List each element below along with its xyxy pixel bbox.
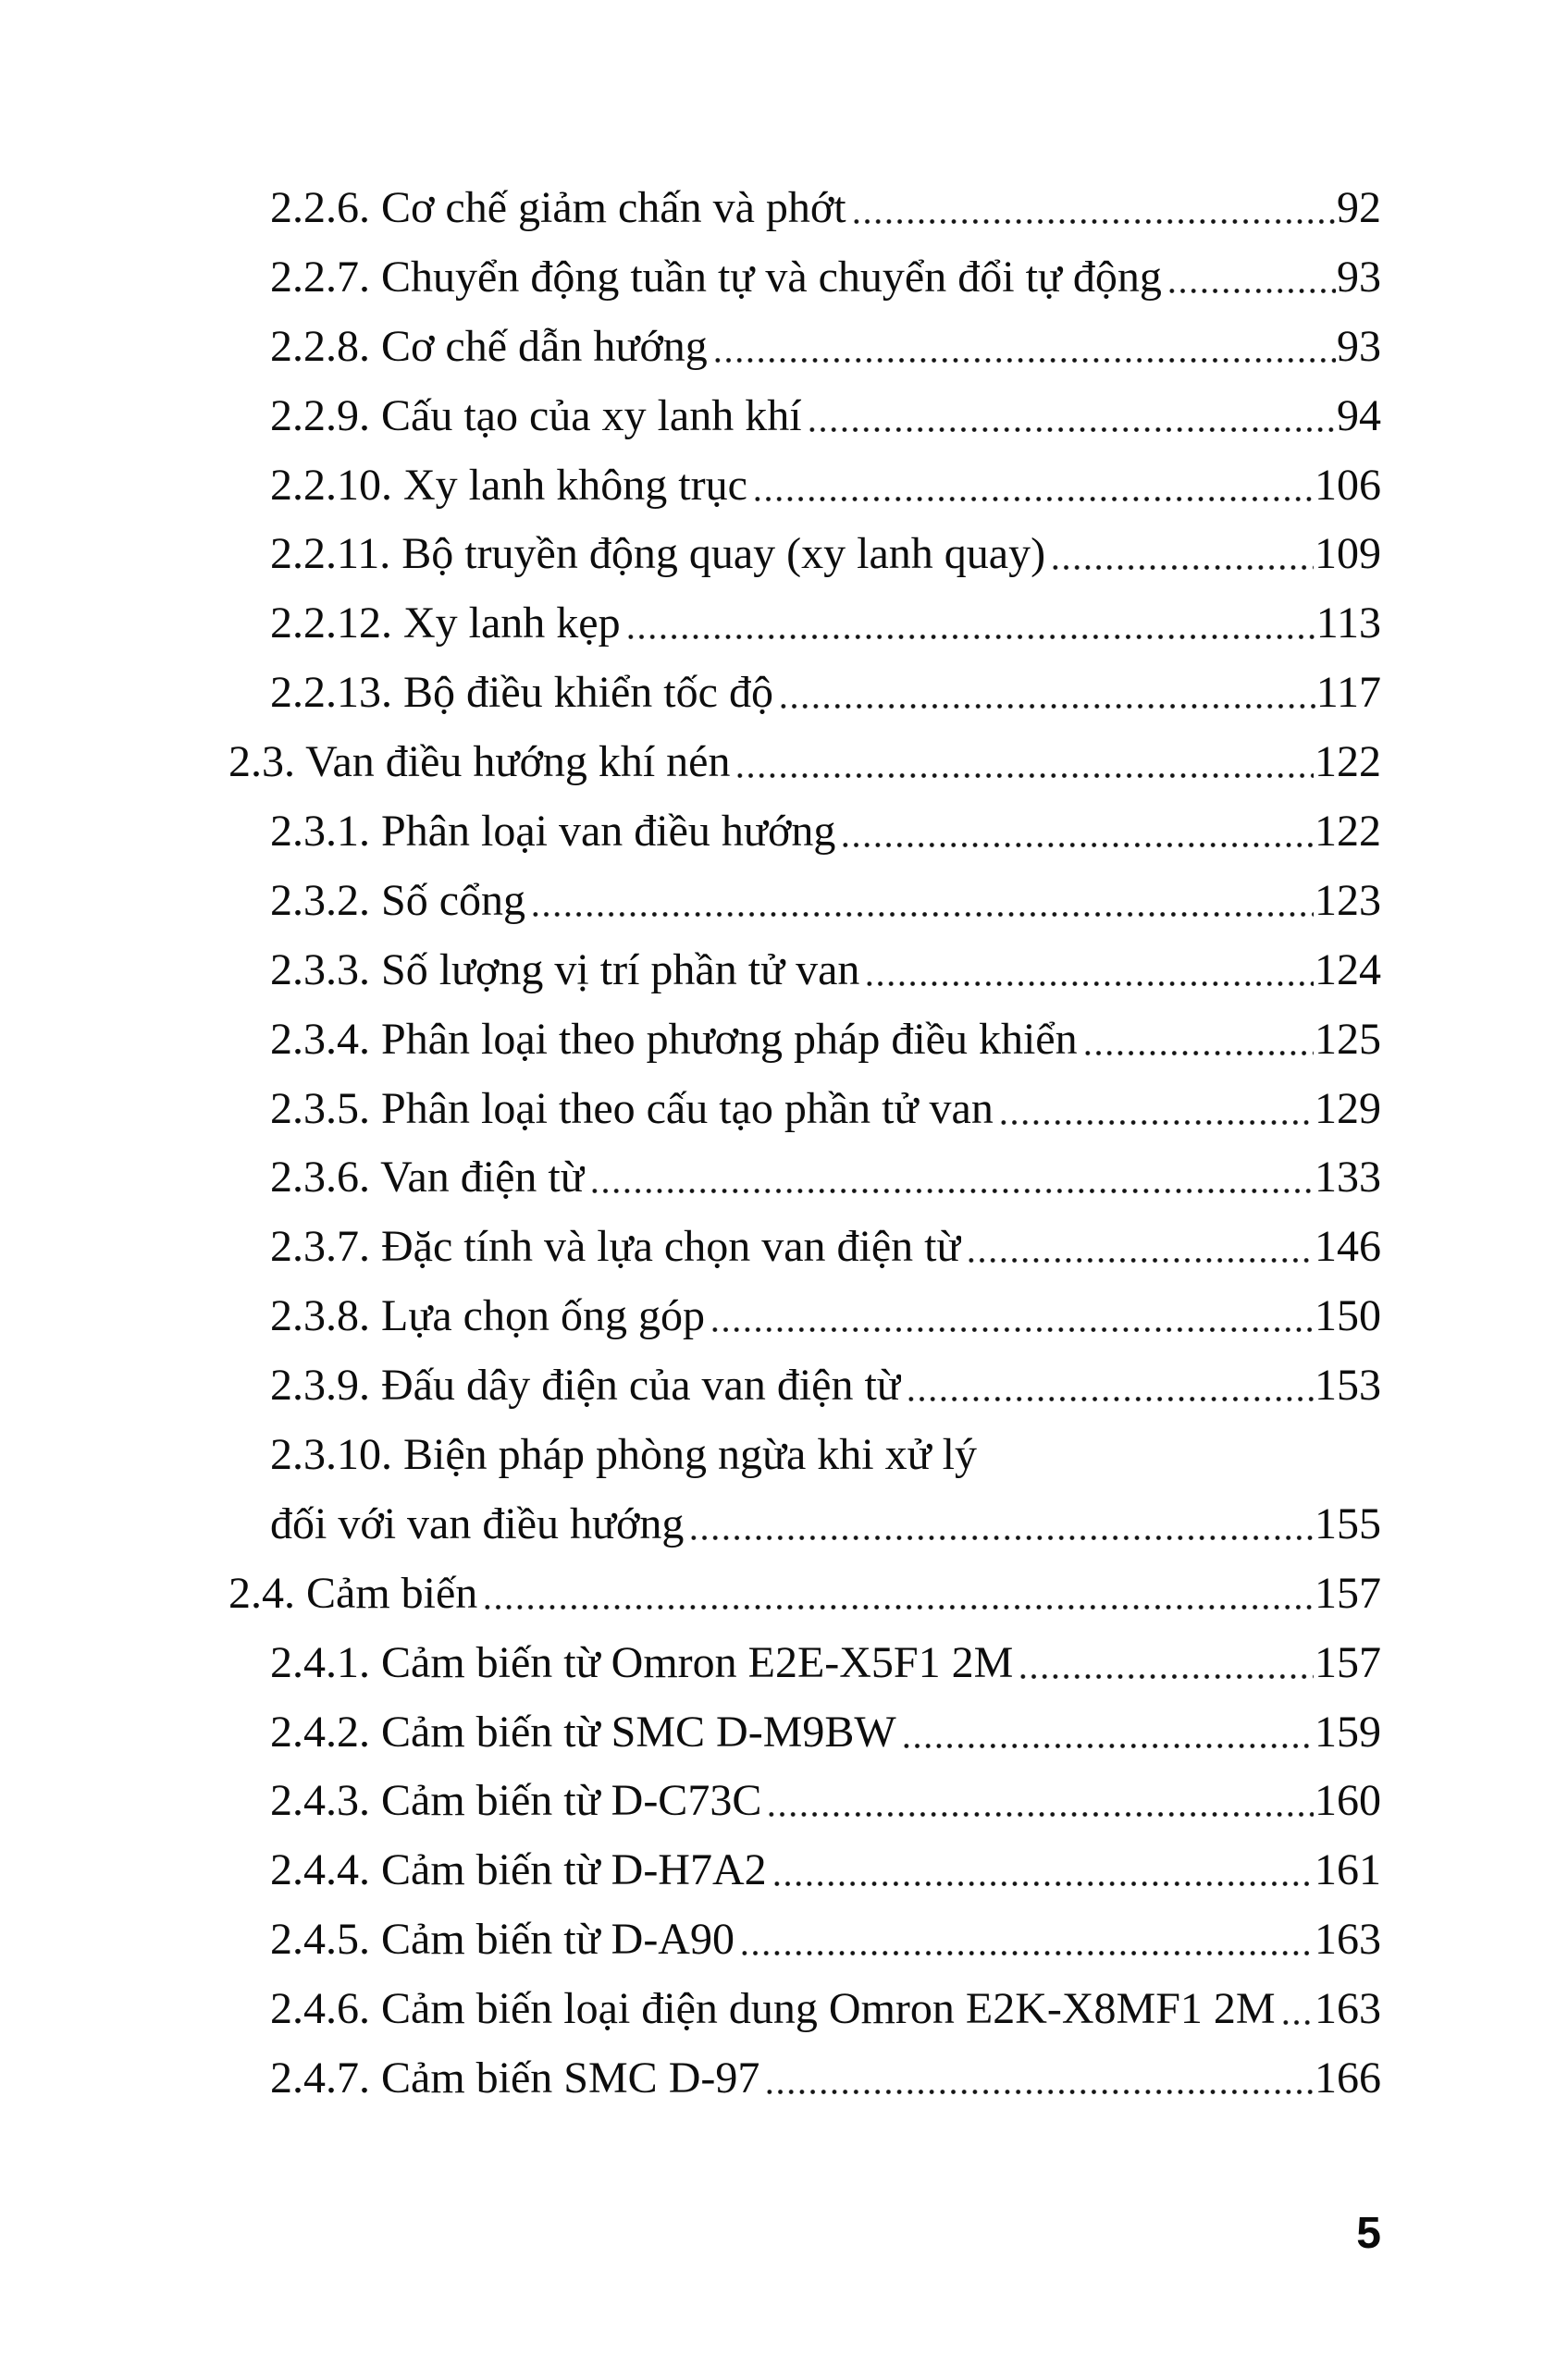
toc-entry-label: 2.3.9. Đấu dây điện của van điện từ xyxy=(270,1361,901,1411)
table-of-contents xyxy=(228,174,1381,2114)
toc-entry-label: 2.4.2. Cảm biến từ SMC D-M9BW xyxy=(270,1707,896,1757)
toc-entry-label: 2.2.6. Cơ chế giảm chấn và phớt xyxy=(270,183,846,232)
toc-entry-page: 123 xyxy=(1315,875,1381,925)
dot-leader xyxy=(587,1143,1314,1213)
dot-leader xyxy=(862,936,1314,1005)
dot-leader xyxy=(770,1836,1314,1906)
toc-entry-label: 2.3. Van điều hướng khí nén xyxy=(228,737,731,787)
toc-entry-page: 122 xyxy=(1315,737,1381,787)
dot-leader xyxy=(899,1698,1314,1768)
toc-entry xyxy=(228,1836,1381,1906)
toc-entry-label: 2.3.1. Phân loại van điều hướng xyxy=(270,807,836,857)
toc-entry-page: 109 xyxy=(1315,529,1381,579)
toc-entry xyxy=(228,1213,1381,1282)
toc-entry-page: 159 xyxy=(1315,1707,1381,1757)
dot-leader xyxy=(904,1351,1314,1421)
toc-entry xyxy=(228,659,1381,728)
toc-entry-label: 2.2.10. Xy lanh không trục xyxy=(270,460,747,510)
dot-leader xyxy=(838,797,1314,867)
dot-leader xyxy=(708,1282,1314,1351)
toc-entry xyxy=(228,589,1381,659)
toc-entry-label: 2.4.3. Cảm biến từ D-C73C xyxy=(270,1776,762,1826)
toc-entry-label: 2.3.7. Đặc tính và lựa chọn van điện từ xyxy=(270,1222,961,1272)
toc-entry-page: 92 xyxy=(1337,183,1381,232)
toc-entry xyxy=(228,451,1381,521)
toc-entry xyxy=(228,1906,1381,1975)
dot-leader xyxy=(710,313,1336,382)
toc-entry xyxy=(228,1282,1381,1351)
toc-entry-label: 2.4. Cảm biến xyxy=(228,1568,478,1618)
toc-entry-page: 117 xyxy=(1315,668,1381,718)
toc-entry-label: 2.3.4. Phân loại theo phương pháp điều khiển xyxy=(270,1014,1078,1064)
toc-entry xyxy=(228,1075,1381,1144)
dot-leader xyxy=(805,382,1336,451)
toc-entry xyxy=(228,867,1381,936)
toc-entry-page: 93 xyxy=(1337,252,1381,302)
toc-entry-label: đối với van điều hướng xyxy=(270,1498,685,1548)
toc-entry xyxy=(228,1629,1381,1698)
toc-entry xyxy=(228,1560,1381,1629)
toc-entry xyxy=(228,1975,1381,2044)
toc-entry-label: 2.2.13. Bộ điều khiển tốc độ xyxy=(270,668,773,718)
toc-entry-page: 124 xyxy=(1315,944,1381,994)
dot-leader xyxy=(733,728,1314,797)
toc-entry xyxy=(228,2044,1381,2114)
toc-entry-page: 122 xyxy=(1315,807,1381,857)
toc-entry-label: 2.3.3. Số lượng vị trí phần tử van xyxy=(270,944,860,994)
toc-entry xyxy=(228,797,1381,867)
toc-entry-label: 2.2.7. Chuyển động tuần tự và chuyển đổi tự động xyxy=(270,252,1162,302)
dot-leader xyxy=(686,1490,1314,1560)
dot-leader xyxy=(1080,1005,1314,1075)
toc-entry-page: 133 xyxy=(1315,1153,1381,1202)
toc-entry-label: 2.3.10. Biện pháp phòng ngừa khi xử lý xyxy=(270,1430,977,1480)
toc-entry-page: 93 xyxy=(1337,321,1381,371)
dot-leader xyxy=(1165,243,1336,313)
toc-entry xyxy=(228,313,1381,382)
dot-leader xyxy=(1016,1629,1314,1698)
toc-entry-label: 2.2.11. Bộ truyền động quay (xy lanh quay) xyxy=(270,529,1046,579)
toc-entry xyxy=(228,1767,1381,1836)
toc-entry xyxy=(228,243,1381,313)
toc-entry-page: 155 xyxy=(1315,1498,1381,1548)
dot-leader xyxy=(623,589,1315,659)
toc-entry xyxy=(228,382,1381,451)
toc-entry-label: 2.2.12. Xy lanh kẹp xyxy=(270,598,621,648)
toc-entry-label: 2.2.9. Cấu tạo của xy lanh khí xyxy=(270,390,802,440)
toc-entry-label: 2.3.8. Lựa chọn ống góp xyxy=(270,1291,705,1341)
toc-entry xyxy=(228,1005,1381,1075)
dot-leader xyxy=(480,1560,1314,1629)
dot-leader xyxy=(750,451,1314,521)
toc-entry-page: 157 xyxy=(1315,1637,1381,1687)
toc-entry-label: 2.4.4. Cảm biến từ D-H7A2 xyxy=(270,1845,767,1895)
toc-entry-page: 94 xyxy=(1337,390,1381,440)
toc-entry-page: 125 xyxy=(1315,1014,1381,1064)
toc-entry-page: 129 xyxy=(1315,1083,1381,1133)
dot-leader xyxy=(762,2044,1314,2114)
dot-leader xyxy=(1278,1975,1314,2044)
toc-entry-label: 2.2.8. Cơ chế dẫn hướng xyxy=(270,321,708,371)
toc-entry-page: 153 xyxy=(1315,1361,1381,1411)
toc-entry-label: 2.3.2. Số cổng xyxy=(270,875,525,925)
toc-entry-page: 157 xyxy=(1315,1568,1381,1618)
toc-entry xyxy=(228,1351,1381,1421)
dot-leader xyxy=(996,1075,1314,1144)
toc-entry-page: 163 xyxy=(1315,1915,1381,1965)
toc-entry xyxy=(228,174,1381,243)
dot-leader xyxy=(528,867,1314,936)
toc-entry-label: 2.3.6. Van điện từ xyxy=(270,1153,585,1202)
dot-leader xyxy=(964,1213,1314,1282)
toc-entry-page: 106 xyxy=(1315,460,1381,510)
toc-entry xyxy=(228,936,1381,1005)
page-number: 5 xyxy=(1356,2209,1381,2258)
toc-entry-continuation xyxy=(228,1490,1381,1560)
toc-entry-page: 161 xyxy=(1315,1845,1381,1895)
toc-entry xyxy=(228,1421,1381,1490)
toc-entry-page: 163 xyxy=(1315,1984,1381,2034)
toc-entry-label: 2.4.1. Cảm biến từ Omron E2E-X5F1 2M xyxy=(270,1637,1014,1687)
toc-entry-page: 113 xyxy=(1315,598,1381,648)
toc-entry-page: 146 xyxy=(1315,1222,1381,1272)
toc-entry-page: 150 xyxy=(1315,1291,1381,1341)
toc-entry-label: 2.4.5. Cảm biến từ D-A90 xyxy=(270,1915,735,1965)
toc-entry-label: 2.4.7. Cảm biến SMC D-97 xyxy=(270,2054,760,2103)
dot-leader xyxy=(849,174,1336,243)
dot-leader xyxy=(764,1767,1314,1836)
toc-entry-label: 2.4.6. Cảm biến loại điện dung Omron E2K-X8MF1 2M xyxy=(270,1984,1276,2034)
toc-entry-page: 166 xyxy=(1315,2054,1381,2103)
toc-entry-label: 2.3.5. Phân loại theo cấu tạo phần tử van xyxy=(270,1083,994,1133)
toc-entry xyxy=(228,520,1381,589)
toc-entry-page: 160 xyxy=(1315,1776,1381,1826)
dot-leader xyxy=(776,659,1315,728)
toc-entry xyxy=(228,1143,1381,1213)
toc-entry xyxy=(228,1698,1381,1768)
toc-entry xyxy=(228,728,1381,797)
dot-leader xyxy=(737,1906,1314,1975)
dot-leader xyxy=(1048,520,1314,589)
